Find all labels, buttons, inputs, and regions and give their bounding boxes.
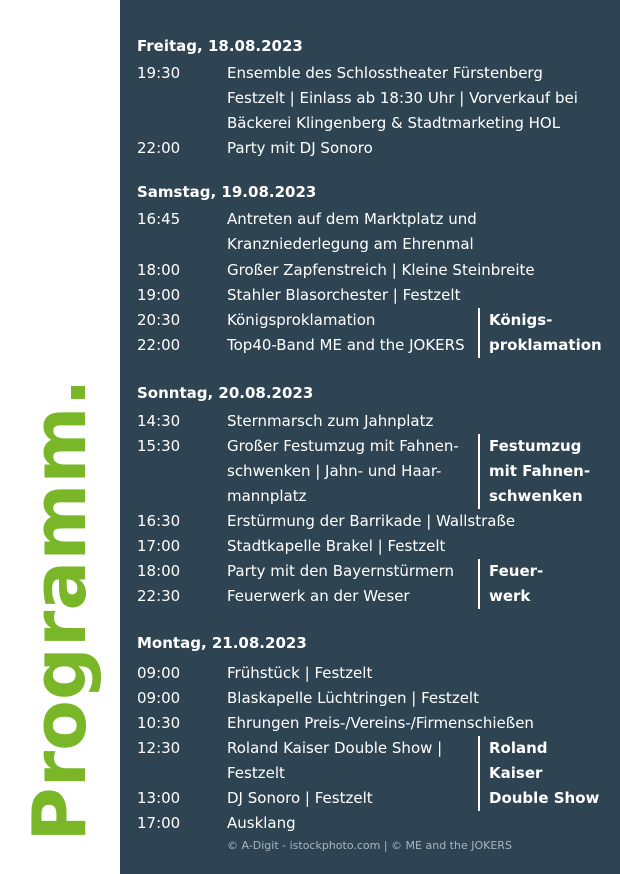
highlight-koenigsproklamation: Königs- proklamation [478,308,602,358]
event-text: Party mit DJ Sonoro [227,139,373,157]
event-time: 10:30 [137,714,181,732]
event-time: 17:00 [137,537,181,555]
day-heading-friday: Freitag, 18.08.2023 [137,37,303,55]
event-time: 17:00 [137,814,181,832]
event-time: 18:00 [137,261,181,279]
event-text: Stadtkapelle Brakel | Festzelt [227,537,446,555]
highlight-festumzug: Festumzug mit Fahnen- schwenken [478,434,590,509]
event-text: Stahler Blasorchester | Festzelt [227,286,461,304]
event-text: Ehrungen Preis-/Vereins-/Firmenschießen [227,714,534,732]
event-text: Erstürmung der Barrikade | Wallstraße [227,512,516,530]
event-time: 22:00 [137,336,181,354]
event-time: 19:30 [137,64,181,82]
event-text: Antreten auf dem Marktplatz und Kranzniederlegung am Ehrenmal [227,210,477,253]
event-time: 15:30 [137,437,181,455]
event-time: 12:30 [137,739,181,757]
event-time: 09:00 [137,664,181,682]
event-time: 16:30 [137,512,181,530]
program-panel [120,0,620,874]
event-time: 09:00 [137,689,181,707]
event-text: Party mit den Bayernstürmern [227,562,455,580]
event-time: 22:30 [137,587,181,605]
event-text: Ausklang [227,814,296,832]
event-text: Frühstück | Festzelt [227,664,373,682]
event-text: Sternmarsch zum Jahnplatz [227,412,434,430]
day-heading-monday: Montag, 21.08.2023 [137,634,307,652]
event-time: 16:45 [137,210,181,228]
event-text: Großer Festumzug mit Fahnen- schwenken | Jahn- und Haar- mannplatz [227,437,459,505]
event-text: Roland Kaiser Double Show | Festzelt [227,739,443,782]
highlight-feuerwerk: Feuer- werk [478,559,543,609]
event-text: Königsproklamation [227,311,376,329]
image-credit: © A-Digit - istockphoto.com | © ME and the JOKERS [227,839,512,852]
day-heading-sunday: Sonntag, 20.08.2023 [137,384,314,402]
page-title: Programm. [17,378,103,842]
event-text: DJ Sonoro | Festzelt [227,789,373,807]
event-time: 14:30 [137,412,181,430]
day-heading-saturday: Samstag, 19.08.2023 [137,183,317,201]
event-text: Feuerwerk an der Weser [227,587,410,605]
event-text: Blaskapelle Lüchtringen | Festzelt [227,689,479,707]
event-text: Großer Zapfenstreich | Kleine Steinbreite [227,261,535,279]
event-text: Top40-Band ME and the JOKERS [227,336,465,354]
event-text: Ensemble des Schlosstheater Fürstenberg Festzelt | Einlass ab 18:30 Uhr | Vorverkauf bei Bäckerei Klingenberg & Stadtmarketing HOL [227,64,578,132]
event-time: 19:00 [137,286,181,304]
left-strip [0,0,120,874]
highlight-roland-kaiser: Roland Kaiser Double Show [478,736,599,811]
event-time: 20:30 [137,311,181,329]
event-time: 13:00 [137,789,181,807]
event-time: 18:00 [137,562,181,580]
event-time: 22:00 [137,139,181,157]
